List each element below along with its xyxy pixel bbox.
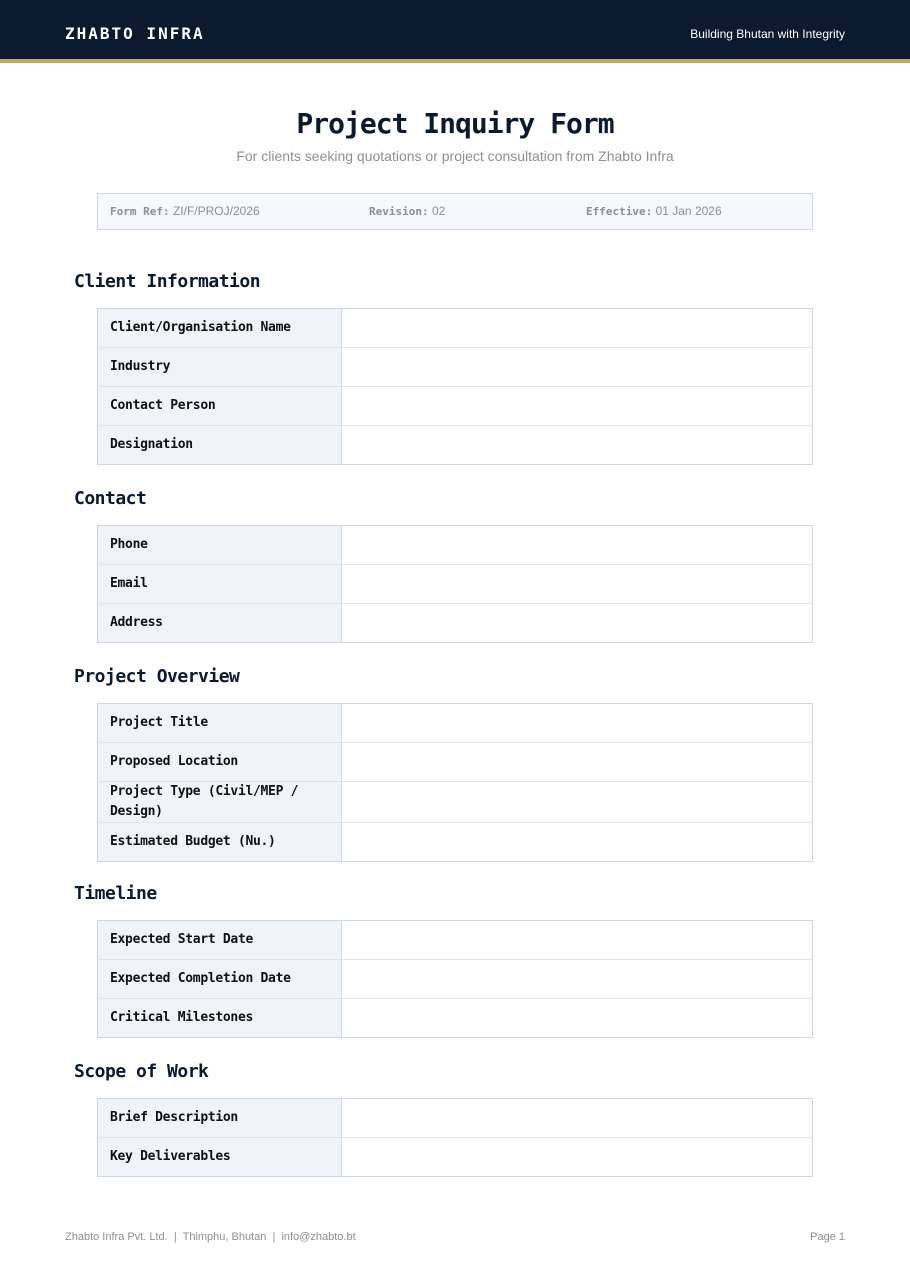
table-row bbox=[98, 309, 813, 348]
table-row bbox=[98, 782, 813, 823]
field-input[interactable] bbox=[342, 348, 813, 387]
page-subtitle: For clients seeking quotations or project consultation from Zhabto Infra bbox=[236, 148, 674, 164]
form-ref-value: ZI/F/PROJ/2026 bbox=[172, 204, 260, 218]
field-input[interactable] bbox=[342, 426, 813, 465]
field-input[interactable] bbox=[342, 387, 813, 426]
field-label: Contact Person bbox=[98, 387, 342, 426]
form-ref-label: Form Ref: bbox=[110, 205, 170, 218]
effective-date bbox=[586, 204, 722, 218]
field-input[interactable] bbox=[342, 604, 813, 643]
field-input[interactable] bbox=[342, 921, 813, 960]
field-label: Email bbox=[98, 565, 342, 604]
page-title: Project Inquiry Form bbox=[296, 107, 614, 140]
project-overview-table bbox=[97, 703, 813, 862]
field-input[interactable] bbox=[342, 526, 813, 565]
table-row bbox=[98, 387, 813, 426]
field-label: Address bbox=[98, 604, 342, 643]
timeline-table bbox=[97, 920, 813, 1038]
section-title-scope: Scope of Work bbox=[74, 1061, 209, 1082]
revision bbox=[369, 204, 445, 218]
field-input[interactable] bbox=[342, 960, 813, 999]
field-label: Proposed Location bbox=[98, 743, 342, 782]
field-label: Project Title bbox=[98, 704, 342, 743]
tagline: Building Bhutan with Integrity bbox=[690, 27, 845, 41]
brand-name: ZHABTO INFRA bbox=[65, 24, 205, 43]
table-row bbox=[98, 823, 813, 862]
form-ref bbox=[110, 204, 260, 218]
effective-label: Effective: bbox=[586, 205, 653, 218]
field-label: Industry bbox=[98, 348, 342, 387]
table-row bbox=[98, 999, 813, 1038]
table-row bbox=[98, 921, 813, 960]
section-title-overview: Project Overview bbox=[74, 666, 240, 687]
table-row bbox=[98, 348, 813, 387]
footer-company-info: Zhabto Infra Pvt. Ltd. | Thimphu, Bhutan | info@zhabto.bt bbox=[65, 1231, 356, 1243]
field-input[interactable] bbox=[342, 743, 813, 782]
form-reference-box bbox=[97, 193, 813, 230]
table-row bbox=[98, 743, 813, 782]
field-input[interactable] bbox=[342, 704, 813, 743]
field-input[interactable] bbox=[342, 565, 813, 604]
table-row bbox=[98, 526, 813, 565]
field-label: Estimated Budget (Nu.) bbox=[98, 823, 342, 862]
field-input[interactable] bbox=[342, 309, 813, 348]
field-input[interactable] bbox=[342, 1099, 813, 1138]
contact-table bbox=[97, 525, 813, 643]
field-input[interactable] bbox=[342, 1138, 813, 1177]
section-title-timeline: Timeline bbox=[74, 883, 157, 904]
table-row bbox=[98, 565, 813, 604]
page-number: Page 1 bbox=[810, 1231, 845, 1243]
scope-of-work-table bbox=[97, 1098, 813, 1177]
field-label: Brief Description bbox=[98, 1099, 342, 1138]
revision-label: Revision: bbox=[369, 205, 429, 218]
revision-value: 02 bbox=[431, 204, 446, 218]
header-bar bbox=[0, 0, 910, 63]
section-title-client: Client Information bbox=[74, 271, 261, 292]
field-label: Expected Start Date bbox=[98, 921, 342, 960]
table-row bbox=[98, 604, 813, 643]
table-row bbox=[98, 1138, 813, 1177]
table-row bbox=[98, 704, 813, 743]
field-label: Key Deliverables bbox=[98, 1138, 342, 1177]
field-label: Project Type (Civil/MEP / Design) bbox=[98, 782, 342, 823]
table-row bbox=[98, 426, 813, 465]
effective-value: 01 Jan 2026 bbox=[655, 204, 722, 218]
field-input[interactable] bbox=[342, 782, 813, 823]
field-input[interactable] bbox=[342, 999, 813, 1038]
table-row bbox=[98, 1099, 813, 1138]
field-label: Critical Milestones bbox=[98, 999, 342, 1038]
field-label: Expected Completion Date bbox=[98, 960, 342, 999]
field-label: Phone bbox=[98, 526, 342, 565]
table-row bbox=[98, 960, 813, 999]
field-input[interactable] bbox=[342, 823, 813, 862]
field-label: Client/Organisation Name bbox=[98, 309, 342, 348]
section-title-contact: Contact bbox=[74, 488, 147, 509]
field-label: Designation bbox=[98, 426, 342, 465]
client-info-table bbox=[97, 308, 813, 465]
